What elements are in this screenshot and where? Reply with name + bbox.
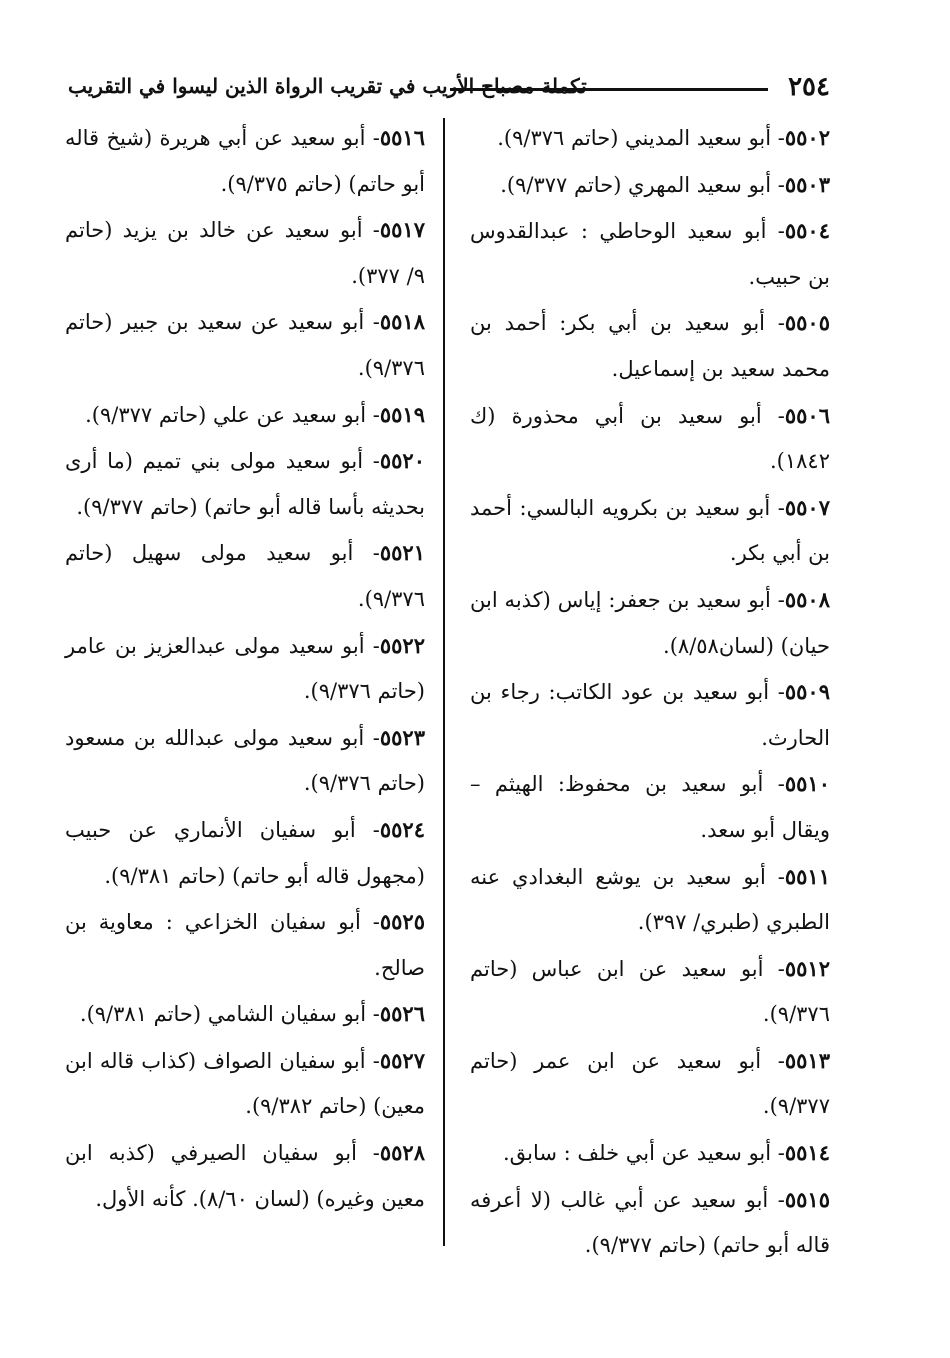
entry-number: ٥٥٠٧ [784, 494, 830, 520]
entry-text: - أبو سعيد المديني (حاتم ٩/٣٧٦). [497, 126, 785, 150]
entry-number: ٥٥١٦ [379, 125, 425, 150]
entry [470, 115, 830, 162]
entry-number: ٥٥١٥ [784, 1186, 830, 1212]
entry-text: - أبو سعيد الوحاطي : عبدالقدوس بن حبيب. [470, 219, 830, 289]
entry-number: ٥٥٢٦ [379, 1001, 425, 1027]
entry-text: - أبو سعيد بن بكرويه البالسي: أحمد بن أبي بكر. [470, 495, 830, 566]
entry-number: ٥٥٢٥ [379, 909, 425, 935]
entry [470, 208, 830, 300]
entry [470, 485, 830, 577]
entry [65, 115, 425, 207]
right-column [470, 115, 830, 1269]
entry-number: ٥٥١١ [784, 863, 830, 889]
entry [470, 1130, 830, 1177]
entry-text: - أبو سعيد بن أبي بكر: أحمد بن محمد سعيد بن إسماعيل. [470, 311, 830, 381]
entry-number: ٥٥٠٥ [784, 310, 830, 336]
entry-number: ٥٥١٣ [784, 1047, 830, 1073]
entry-number: ٥٥١٩ [379, 401, 425, 427]
entry-number: ٥٥١٨ [379, 309, 425, 335]
entry-text: - أبو سعيد مولى بني تميم (ما أرى بحديثه بأسا قاله أبو حاتم) (حاتم ٩/٣٧٧). [65, 449, 425, 519]
entry-text: - أبو سعيد عن أبي غالب (لا أعرفه قاله أبو حاتم) (حاتم ٩/٣٧٧). [470, 1187, 830, 1258]
entry-number: ٥٥٠٤ [784, 218, 830, 244]
entry-number: ٥٥٠٨ [784, 586, 830, 612]
entry-number: ٥٥١٧ [379, 217, 425, 243]
entry-number: ٥٥٢٤ [379, 816, 425, 842]
entry [470, 854, 830, 946]
entry-number: ٥٥١٠ [784, 771, 830, 797]
entry-number: ٥٥٢٨ [379, 1140, 425, 1166]
entry-number: ٥٥٢٢ [379, 632, 425, 658]
entry-text: - أبو سعيد عن سعيد بن جبير (حاتم ٩/٣٧٦). [65, 310, 425, 380]
entry-text: - أبو سعيد بن أبي محذورة (ك ١٨٤٢). [470, 403, 830, 474]
entry [65, 207, 425, 299]
page-number: ٢٥٤ [788, 72, 830, 102]
entry-number: ٥٥١٤ [784, 1140, 830, 1166]
entry-text: - أبو سعيد بن جعفر: إياس (كذبه ابن حيان) (لسان٨/٥٨). [470, 587, 830, 658]
entry-text: - أبو سعيد عن ابن عمر (حاتم ٩/٣٧٧). [470, 1048, 830, 1119]
entry [65, 623, 425, 715]
entry [65, 715, 425, 807]
entry [65, 991, 425, 1038]
entry [65, 530, 425, 622]
entry-number: ٥٥١٢ [784, 955, 830, 981]
entry-text: - أبو سفيان الأنماري عن حبيب (مجهول قاله أبو حاتم) (حاتم ٩/٣٨١). [65, 817, 425, 888]
entry-text: - أبو سعيد المهري (حاتم ٩/٣٧٧). [500, 172, 785, 197]
entry [65, 899, 425, 991]
entry-text: - أبو سعيد مولى عبدالعزيز بن عامر (حاتم ٩/٣٧٦). [65, 633, 425, 704]
column-divider [443, 118, 445, 1246]
entry [470, 577, 830, 669]
entry [470, 393, 830, 485]
entry-number: ٥٥٢٧ [379, 1047, 425, 1073]
entry-text: - أبو سعيد مولى سهيل (حاتم ٩/٣٧٦). [65, 541, 425, 611]
entry-number: ٥٥٠٦ [784, 402, 830, 428]
left-column [65, 115, 425, 1222]
entry-text: - أبو سعيد عن ابن عباس (حاتم ٩/٣٧٦). [470, 956, 830, 1027]
page-header [60, 68, 888, 108]
entry-text: - أبو سعيد بن يوشع البغدادي عنه الطبري (طبري/ ٣٩٧). [470, 864, 830, 935]
entry-text: - أبو سفيان الشامي (حاتم ٩/٣٨١). [79, 1002, 380, 1027]
entry-text: - أبو سفيان الصيرفي (كذبه ابن معين وغيره) (لسان ٨/٦٠). كأنه الأول. [65, 1141, 425, 1211]
entry-text: - أبو سفيان الصواف (كذاب قاله ابن معين) (حاتم ٩/٣٨٢). [65, 1048, 425, 1119]
entry [470, 946, 830, 1038]
entry-text: - أبو سعيد بن عود الكاتب: رجاء بن الحارث. [470, 680, 830, 750]
entry [470, 300, 830, 392]
entry [470, 1038, 830, 1130]
entry-text: - أبو سعيد عن أبي خلف : سابق. [502, 1141, 785, 1166]
entry [65, 392, 425, 439]
entry-number: ٥٥٠٢ [784, 125, 830, 150]
entry [470, 1177, 830, 1269]
entry-text: - أبو سعيد بن محفوظ: الهيثم – ويقال أبو سعد. [470, 772, 830, 842]
entry [65, 1130, 425, 1222]
entry [65, 1038, 425, 1130]
entry-text: - أبو سعيد مولى عبدالله بن مسعود (حاتم ٩/٣٧٦). [65, 725, 425, 796]
entry [470, 761, 830, 853]
entry [65, 299, 425, 391]
entry-text: - أبو سعيد عن أبي هريرة (شيخ قاله أبو حاتم) (حاتم ٩/٣٧٥). [65, 126, 425, 196]
entry [470, 669, 830, 761]
entry-number: ٥٥٢١ [379, 540, 425, 566]
entry [65, 807, 425, 899]
entry-number: ٥٥٢٠ [379, 448, 425, 474]
entry-text: - أبو سفيان الخزاعي : معاوية بن صالح. [65, 910, 425, 980]
entry-text: - أبو سعيد عن علي (حاتم ٩/٣٧٧). [85, 402, 380, 427]
book-title: تكملة مصباح الأريب في تقريب الرواة الذين ليسوا في التقريب [68, 74, 587, 98]
entry-number: ٥٥٢٣ [379, 724, 425, 750]
entry [65, 438, 425, 530]
entry-text: - أبو سعيد عن خالد بن يزيد (حاتم ٩/ ٣٧٧). [65, 218, 425, 288]
entry-number: ٥٥٠٣ [784, 171, 830, 197]
entry-number: ٥٥٠٩ [784, 679, 830, 705]
entry [470, 162, 830, 209]
